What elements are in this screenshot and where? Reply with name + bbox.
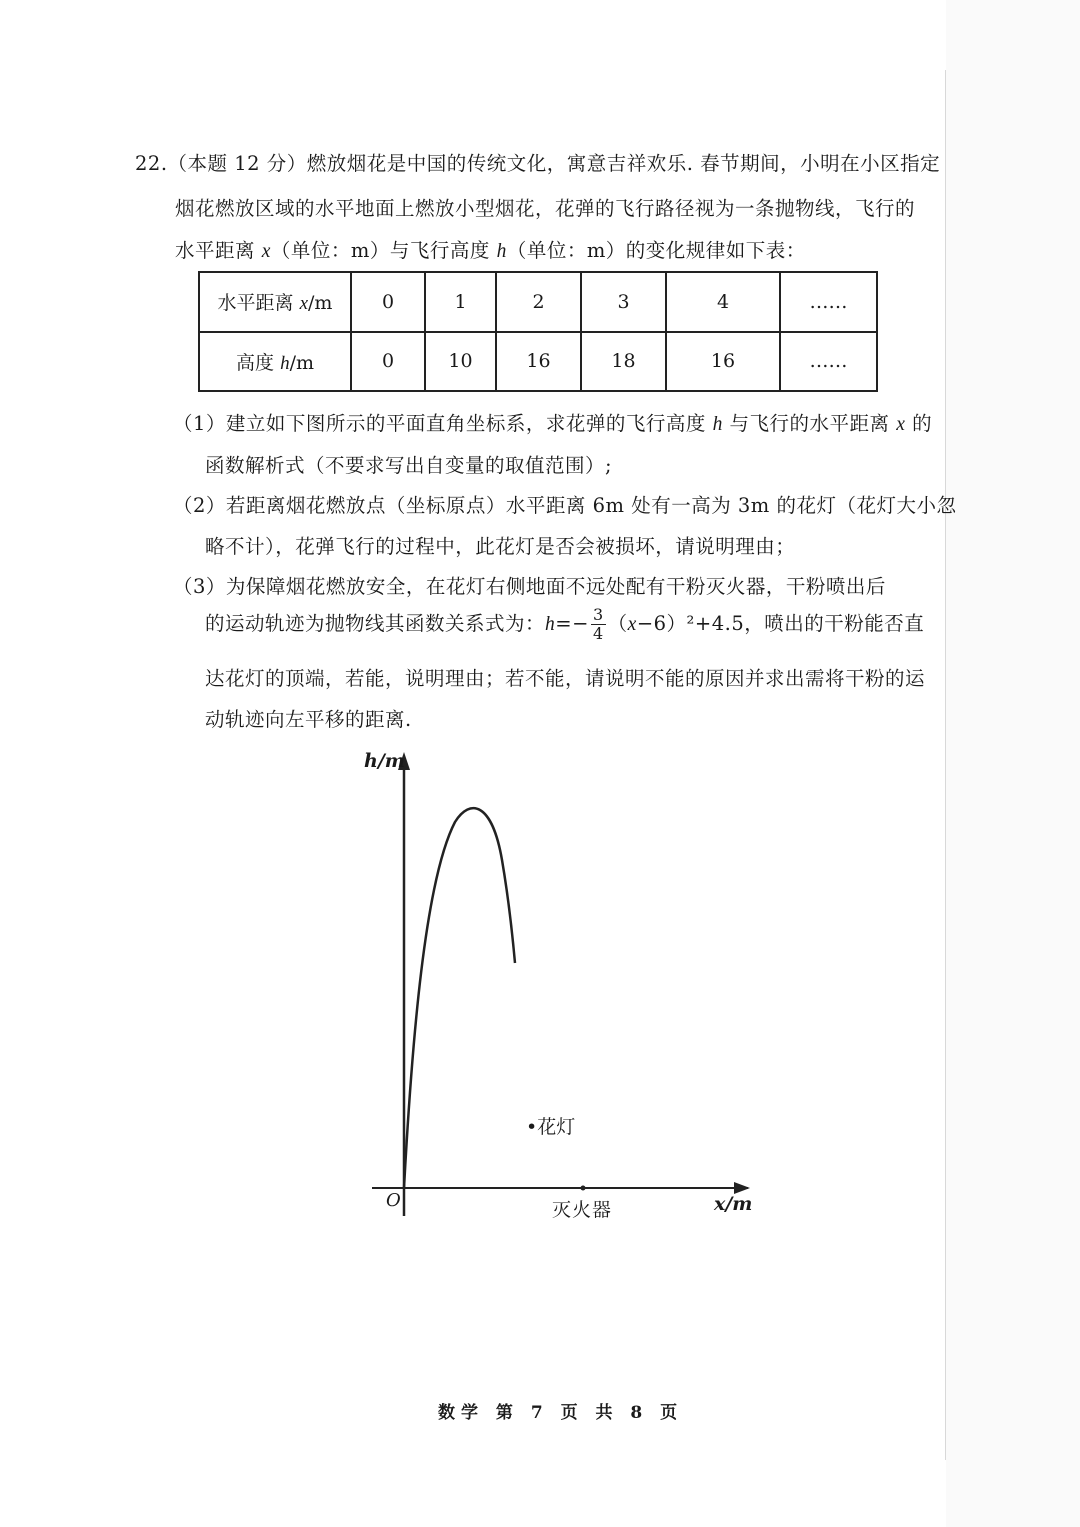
page-footer: 数学 第 7 页 共 8 页 (438, 1403, 684, 1423)
paren-open: （ (607, 612, 628, 635)
table-cell: 4 (666, 272, 780, 332)
table-cell: 3 (581, 272, 666, 332)
formula-tail: −6）²+4.5 (636, 612, 745, 635)
fraction-numerator: 3 (592, 605, 604, 624)
stem-text-3a: 水平距离 (175, 239, 262, 262)
table-cell: 0 (351, 272, 425, 332)
header-var: h (280, 352, 290, 374)
table-cell: 2 (496, 272, 581, 332)
table-cell: 0 (351, 332, 425, 392)
table-cell: 10 (425, 332, 496, 392)
header-text: 水平距离 (217, 292, 300, 315)
header-unit: /m (308, 292, 333, 315)
var-h: h (712, 414, 723, 435)
problem-number: 22. (135, 152, 168, 175)
var-h: h (545, 614, 556, 635)
table-cell: 18 (581, 332, 666, 392)
x-axis-label: x/m (714, 1193, 753, 1215)
header-text: 高度 (236, 351, 281, 374)
firework-parabola (404, 808, 515, 1188)
table-cell: 16 (496, 332, 581, 392)
stem-text-3b: （单位：m）与飞行高度 (270, 239, 497, 262)
q2-line-2: 略不计），花弹飞行的过程中，此花灯是否会被损坏，请说明理由； (205, 535, 796, 558)
table-cell: 1 (425, 272, 496, 332)
q3-line-3: 达花灯的顶端，若能，说明理由；若不能，请说明不能的原因并求出需将干粉的运 (205, 667, 926, 690)
extinguisher-label: 灭火器 (552, 1199, 613, 1221)
q1-text-a: （1）建立如下图所示的平面直角坐标系，求花弹的飞行高度 (173, 412, 713, 435)
stem-text-3c: （单位：m）的变化规律如下表： (506, 239, 806, 262)
q3-text-b: ，喷出的干粉能否直 (744, 612, 925, 635)
q1-line-2: 函数解析式（不要求写出自变量的取值范围）; (205, 454, 613, 477)
fraction-denominator: 4 (592, 624, 604, 643)
q3-line-1: （3）为保障烟花燃放安全，在花灯右侧地面不远处配有干粉灭火器，干粉喷出后 (173, 575, 886, 598)
q1-text-c: 的 (905, 412, 933, 435)
header-var: x (299, 293, 309, 315)
table-cell: 16 (666, 332, 780, 392)
header-unit: /m (289, 351, 314, 374)
stem-text-2: 烟花燃放区域的水平地面上燃放小型烟花，花弹的飞行路径视为一条抛物线，飞行的 (175, 197, 916, 220)
var-x: x (261, 241, 271, 262)
equals-minus: =− (555, 612, 589, 635)
table-cell: …… (780, 332, 877, 392)
q3-line-4: 动轨迹向左平移的距离. (205, 708, 412, 731)
extinguisher-point (581, 1186, 586, 1191)
lamp-label: •花灯 (526, 1116, 576, 1138)
var-x: x (627, 614, 637, 635)
stem-text-1: 燃放烟花是中国的传统文化，寓意吉祥欢乐. 春节期间，小明在小区指定 (306, 152, 941, 175)
origin-label: O (386, 1190, 401, 1211)
var-x: x (896, 414, 906, 435)
problem-score: （本题 12 分） (167, 152, 307, 175)
var-h: h (496, 241, 507, 262)
table-cell: …… (780, 272, 877, 332)
q3-text-a: 的运动轨迹为抛物线其函数关系式为： (205, 612, 546, 635)
q2-line-1: （2）若距离烟花燃放点（坐标原点）水平距离 6m 处有一高为 3m 的花灯（花灯大小忽 (173, 494, 957, 517)
q1-text-b: 与飞行的水平距离 (722, 412, 897, 435)
y-axis-label: h/m (364, 750, 405, 772)
